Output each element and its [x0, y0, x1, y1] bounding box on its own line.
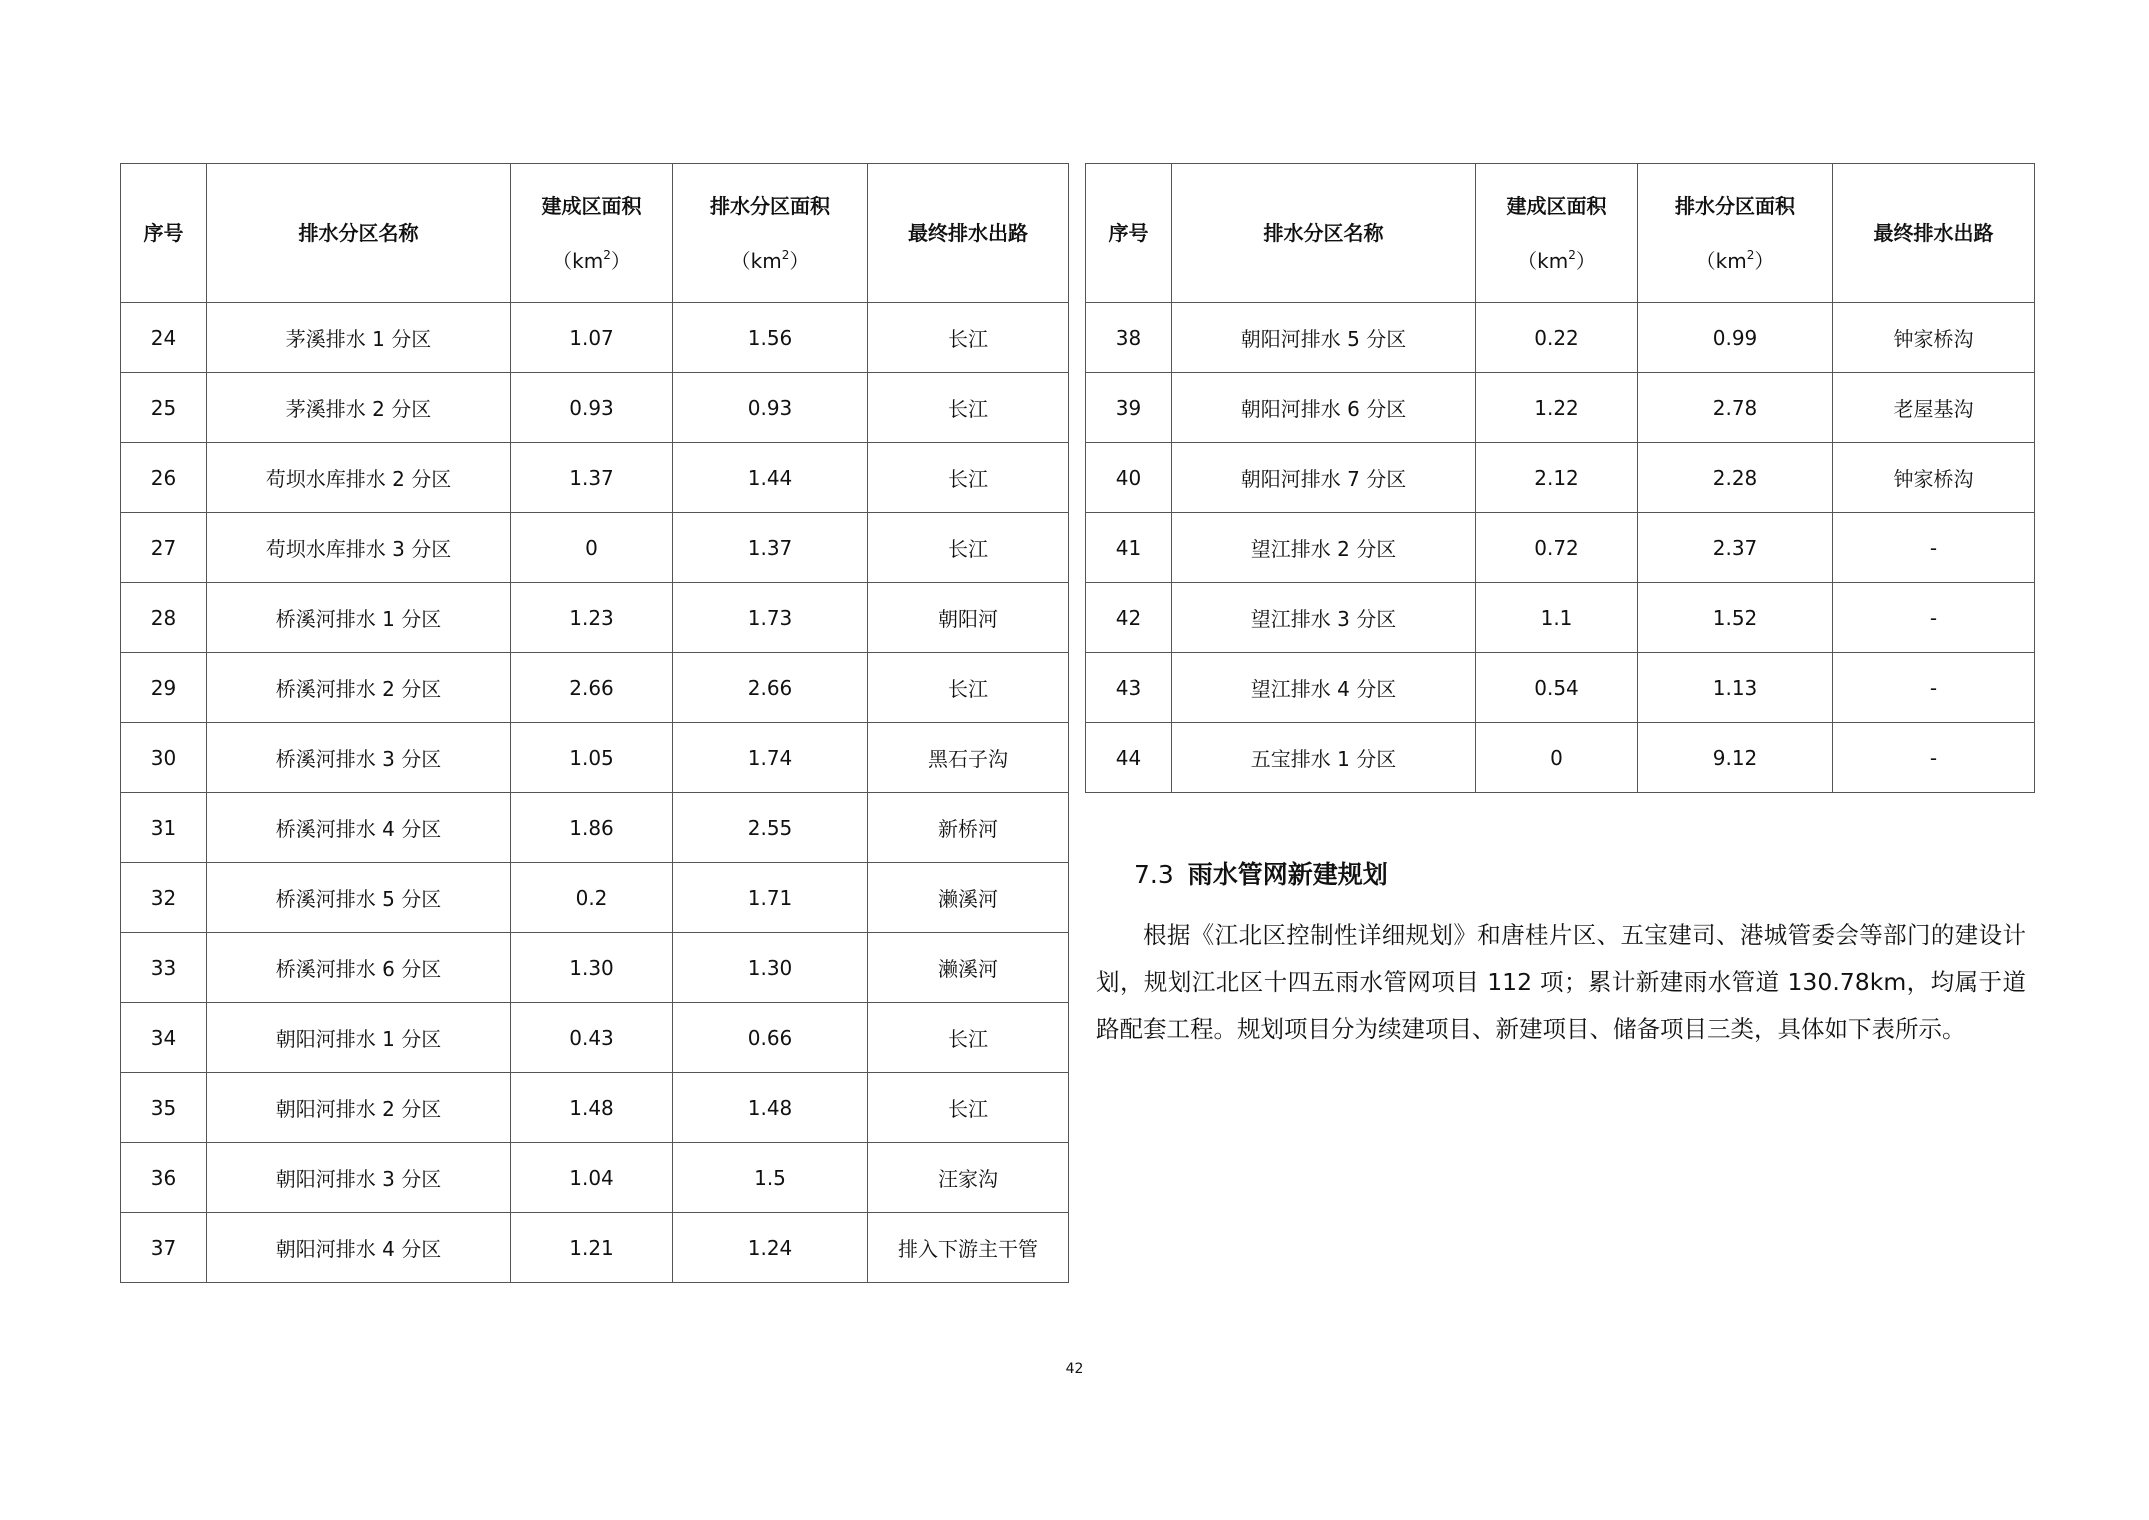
cell-zone-name: 朝阳河排水 4 分区: [207, 1213, 511, 1283]
cell-zone-area: 1.56: [673, 303, 868, 373]
cell-index: 39: [1086, 373, 1172, 443]
cell-index: 32: [121, 863, 207, 933]
table-row: [121, 863, 1069, 933]
cell-index: 44: [1086, 723, 1172, 793]
header-index: 序号: [1086, 164, 1172, 303]
cell-zone-area: 0.99: [1638, 303, 1833, 373]
section-number: 7.3: [1134, 860, 1174, 889]
cell-zone-area: 2.78: [1638, 373, 1833, 443]
cell-outlet: 长江: [868, 303, 1069, 373]
cell-zone-name: 朝阳河排水 2 分区: [207, 1073, 511, 1143]
cell-outlet: 长江: [868, 1003, 1069, 1073]
cell-outlet: 朝阳河: [868, 583, 1069, 653]
cell-zone-name: 茅溪排水 1 分区: [207, 303, 511, 373]
cell-outlet: 长江: [868, 513, 1069, 583]
cell-zone-area: 1.30: [673, 933, 868, 1003]
table-row: [121, 1003, 1069, 1073]
table-row: [121, 583, 1069, 653]
cell-zone-area: 1.52: [1638, 583, 1833, 653]
header-built-area: [1476, 164, 1638, 303]
cell-outlet: 长江: [868, 653, 1069, 723]
cell-built-area: 1.1: [1476, 583, 1638, 653]
table-row: [121, 1073, 1069, 1143]
cell-zone-name: 朝阳河排水 6 分区: [1172, 373, 1476, 443]
header-index: 序号: [121, 164, 207, 303]
cell-zone-name: 桥溪河排水 1 分区: [207, 583, 511, 653]
cell-built-area: 1.05: [511, 723, 673, 793]
table-row: [121, 303, 1069, 373]
cell-built-area: 2.12: [1476, 443, 1638, 513]
cell-zone-area: 2.66: [673, 653, 868, 723]
cell-built-area: 0.22: [1476, 303, 1638, 373]
table-body-left: [121, 303, 1069, 1283]
header-built-area: [511, 164, 673, 303]
cell-built-area: 1.48: [511, 1073, 673, 1143]
cell-outlet: 新桥河: [868, 793, 1069, 863]
table-row: [121, 723, 1069, 793]
header-zone-name: 排水分区名称: [1172, 164, 1476, 303]
cell-zone-area: 2.28: [1638, 443, 1833, 513]
cell-zone-name: 五宝排水 1 分区: [1172, 723, 1476, 793]
section-title: 雨水管网新建规划: [1187, 860, 1388, 889]
header-unit: $(km^2)$: [730, 247, 810, 273]
table-row: [121, 933, 1069, 1003]
cell-zone-name: 朝阳河排水 1 分区: [207, 1003, 511, 1073]
cell-built-area: 1.37: [511, 443, 673, 513]
cell-built-area: 1.86: [511, 793, 673, 863]
cell-zone-area: 1.48: [673, 1073, 868, 1143]
table-row: [1086, 723, 2035, 793]
header-zone-area: [673, 164, 868, 303]
table-row: [121, 443, 1069, 513]
header-outlet: 最终排水出路: [1833, 164, 2035, 303]
cell-zone-name: 望江排水 4 分区: [1172, 653, 1476, 723]
cell-outlet: 钟家桥沟: [1833, 443, 2035, 513]
cell-built-area: 0.72: [1476, 513, 1638, 583]
cell-index: 40: [1086, 443, 1172, 513]
cell-built-area: 1.22: [1476, 373, 1638, 443]
cell-index: 33: [121, 933, 207, 1003]
table-row: [121, 1143, 1069, 1213]
cell-zone-name: 望江排水 3 分区: [1172, 583, 1476, 653]
table-header-row: [121, 164, 1069, 303]
header-zone-area-label: 排水分区面积: [1675, 193, 1795, 218]
cell-index: 34: [121, 1003, 207, 1073]
cell-outlet: -: [1833, 723, 2035, 793]
cell-outlet: 钟家桥沟: [1833, 303, 2035, 373]
cell-index: 35: [121, 1073, 207, 1143]
cell-outlet: 长江: [868, 1073, 1069, 1143]
cell-zone-name: 桥溪河排水 2 分区: [207, 653, 511, 723]
cell-outlet: -: [1833, 653, 2035, 723]
cell-built-area: 1.07: [511, 303, 673, 373]
cell-zone-area: 1.71: [673, 863, 868, 933]
header-zone-name: 排水分区名称: [207, 164, 511, 303]
cell-zone-area: 1.24: [673, 1213, 868, 1283]
cell-zone-name: 桥溪河排水 4 分区: [207, 793, 511, 863]
cell-built-area: 1.04: [511, 1143, 673, 1213]
table-body-right: [1086, 303, 2035, 793]
cell-built-area: 1.21: [511, 1213, 673, 1283]
table-row: [121, 513, 1069, 583]
cell-zone-name: 茅溪排水 2 分区: [207, 373, 511, 443]
cell-index: 29: [121, 653, 207, 723]
cell-zone-name: 苟坝水库排水 2 分区: [207, 443, 511, 513]
cell-built-area: 0.2: [511, 863, 673, 933]
cell-built-area: 1.30: [511, 933, 673, 1003]
header-zone-area: [1638, 164, 1833, 303]
cell-zone-name: 苟坝水库排水 3 分区: [207, 513, 511, 583]
cell-zone-area: 2.37: [1638, 513, 1833, 583]
cell-built-area: 0.93: [511, 373, 673, 443]
cell-outlet: 濑溪河: [868, 933, 1069, 1003]
cell-outlet: 长江: [868, 373, 1069, 443]
cell-zone-area: 9.12: [1638, 723, 1833, 793]
header-unit: $(km^2)$: [1517, 247, 1596, 273]
drainage-table-left: [120, 163, 1069, 1283]
header-unit: $(km^2)$: [1695, 247, 1775, 273]
table-row: [1086, 303, 2035, 373]
cell-index: 28: [121, 583, 207, 653]
cell-zone-name: 望江排水 2 分区: [1172, 513, 1476, 583]
cell-index: 36: [121, 1143, 207, 1213]
cell-zone-area: 1.13: [1638, 653, 1833, 723]
cell-outlet: 濑溪河: [868, 863, 1069, 933]
cell-outlet: 老屋基沟: [1833, 373, 2035, 443]
cell-built-area: 0.54: [1476, 653, 1638, 723]
cell-outlet: 排入下游主干管: [868, 1213, 1069, 1283]
cell-index: 25: [121, 373, 207, 443]
cell-zone-area: 1.74: [673, 723, 868, 793]
cell-zone-area: 1.73: [673, 583, 868, 653]
cell-zone-name: 桥溪河排水 5 分区: [207, 863, 511, 933]
table-row: [121, 653, 1069, 723]
cell-outlet: -: [1833, 513, 2035, 583]
cell-index: 31: [121, 793, 207, 863]
cell-index: 37: [121, 1213, 207, 1283]
cell-outlet: 汪家沟: [868, 1143, 1069, 1213]
table-row: [1086, 583, 2035, 653]
table-row: [121, 373, 1069, 443]
table-header-row: [1086, 164, 2035, 303]
table-row: [1086, 443, 2035, 513]
cell-zone-area: 1.5: [673, 1143, 868, 1213]
cell-zone-name: 朝阳河排水 5 分区: [1172, 303, 1476, 373]
cell-index: 27: [121, 513, 207, 583]
header-built-area-label: 建成区面积: [1506, 193, 1607, 218]
table-row: [1086, 653, 2035, 723]
cell-built-area: 0: [511, 513, 673, 583]
header-outlet: 最终排水出路: [868, 164, 1069, 303]
header-unit: $(km^2)$: [552, 247, 631, 273]
cell-outlet: 长江: [868, 443, 1069, 513]
cell-zone-name: 桥溪河排水 6 分区: [207, 933, 511, 1003]
table-row: [1086, 373, 2035, 443]
page-number: 42: [1065, 1361, 1084, 1377]
header-built-area-label: 建成区面积: [541, 193, 642, 218]
cell-index: 41: [1086, 513, 1172, 583]
cell-built-area: 2.66: [511, 653, 673, 723]
body-paragraph: 根据《江北区控制性详细规划》和唐桂片区、五宝建司、港城管委会等部门的建设计划，规划江北区十四五雨水管网项目 112 项；累计新建雨水管道 130.78km，均属于道路配套工程。规划项目分为续建项目、新建项目、储备项目三类，具体如下表所示。: [1096, 921, 2026, 1043]
table-row: [121, 793, 1069, 863]
cell-index: 30: [121, 723, 207, 793]
cell-built-area: 0: [1476, 723, 1638, 793]
cell-outlet: -: [1833, 583, 2035, 653]
cell-zone-area: 2.55: [673, 793, 868, 863]
cell-index: 26: [121, 443, 207, 513]
cell-zone-area: 0.93: [673, 373, 868, 443]
cell-zone-area: 1.44: [673, 443, 868, 513]
cell-zone-name: 桥溪河排水 3 分区: [207, 723, 511, 793]
cell-zone-name: 朝阳河排水 3 分区: [207, 1143, 511, 1213]
cell-built-area: 0.43: [511, 1003, 673, 1073]
cell-zone-area: 0.66: [673, 1003, 868, 1073]
cell-zone-area: 1.37: [673, 513, 868, 583]
cell-zone-name: 朝阳河排水 7 分区: [1172, 443, 1476, 513]
cell-index: 24: [121, 303, 207, 373]
cell-index: 42: [1086, 583, 1172, 653]
header-zone-area-label: 排水分区面积: [710, 193, 830, 218]
table-row: [1086, 513, 2035, 583]
cell-index: 43: [1086, 653, 1172, 723]
drainage-table-right: [1085, 163, 2035, 793]
cell-index: 38: [1086, 303, 1172, 373]
table-row: [121, 1213, 1069, 1283]
cell-outlet: 黑石子沟: [868, 723, 1069, 793]
section-heading: [1134, 855, 1388, 891]
cell-built-area: 1.23: [511, 583, 673, 653]
